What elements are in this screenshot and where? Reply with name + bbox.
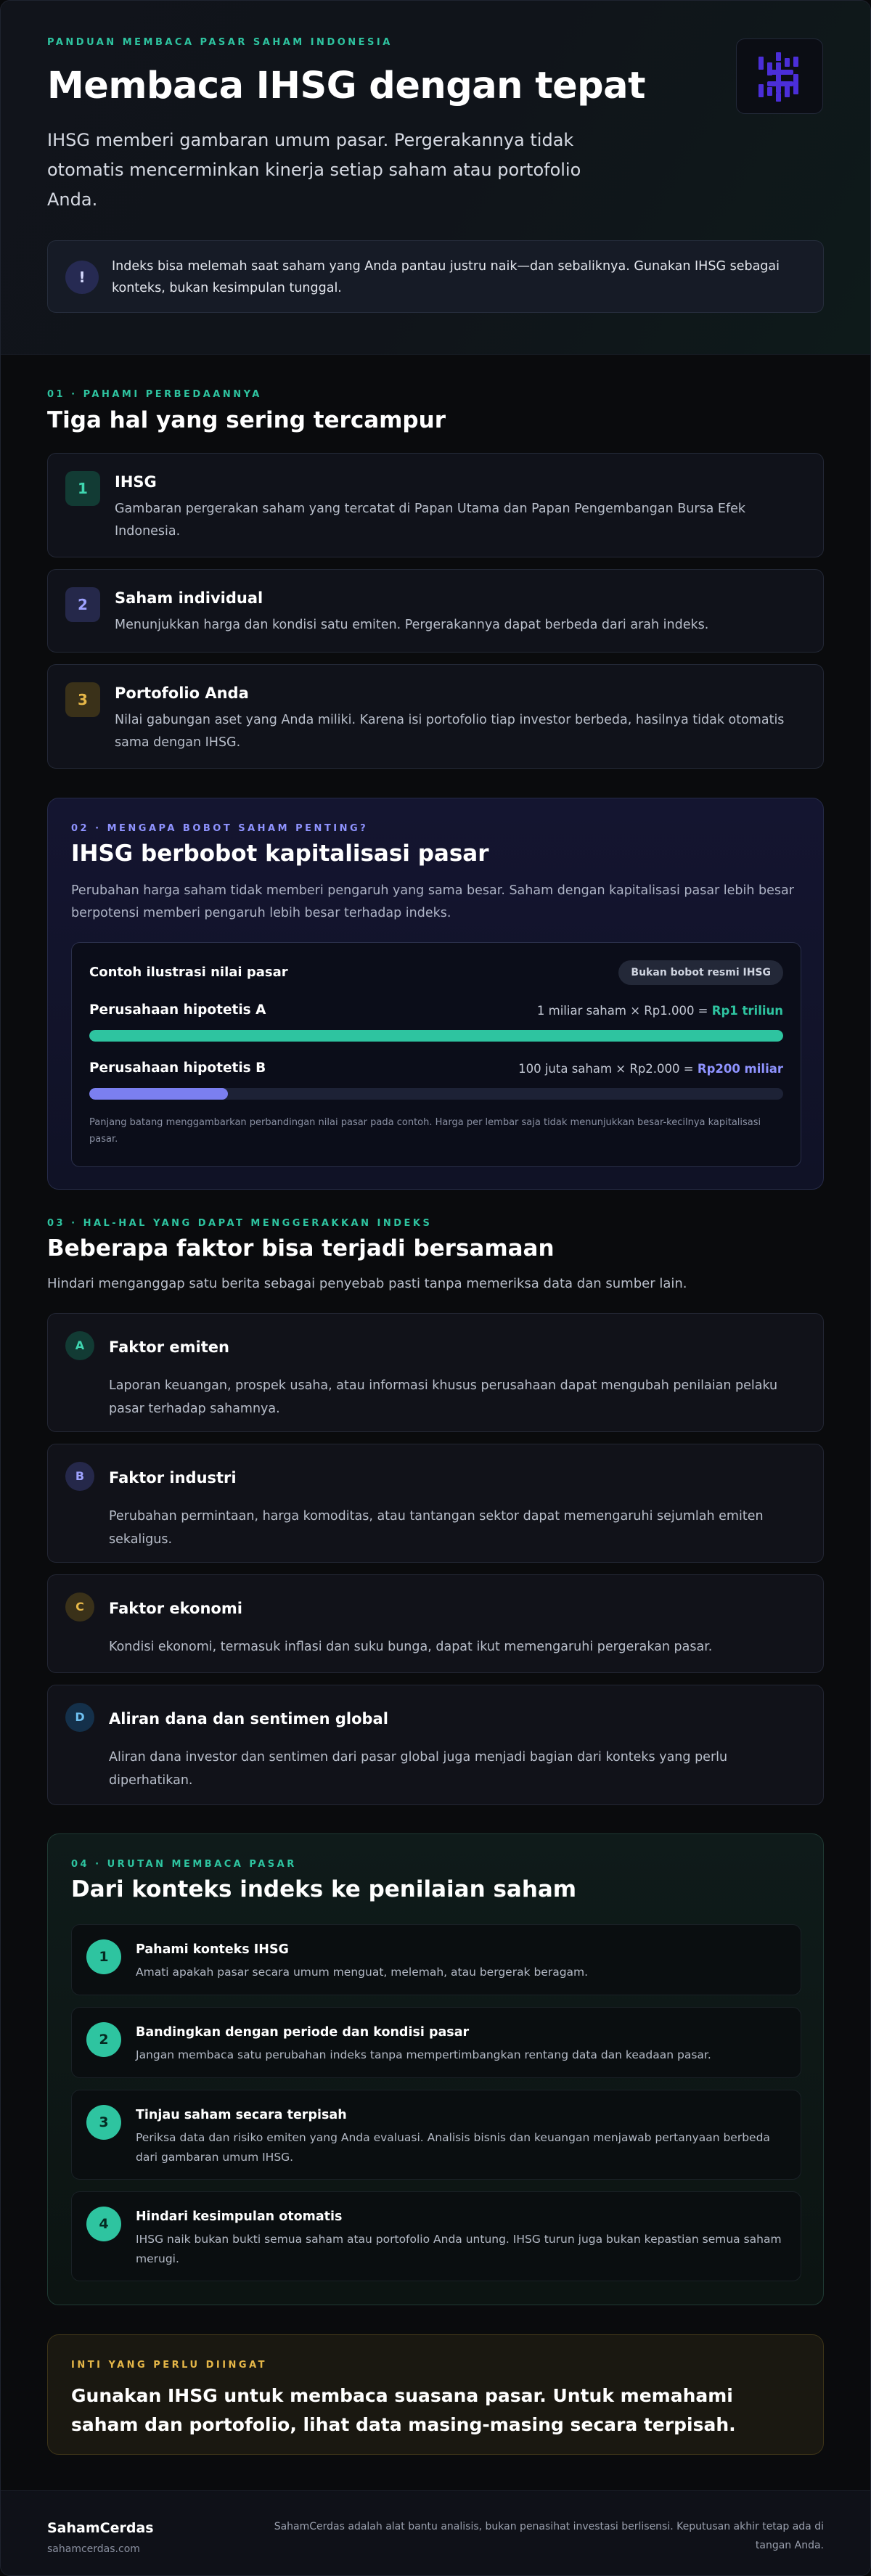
step-item bbox=[71, 1924, 801, 1995]
letter-badge: D bbox=[65, 1703, 94, 1732]
dollar-bars-icon bbox=[757, 52, 803, 102]
footer bbox=[1, 2490, 871, 2576]
step-title: Tinjau saham secara terpisah bbox=[136, 2108, 347, 2122]
company-a-result: Rp1 triliun bbox=[711, 1004, 783, 1018]
concept-card-saham bbox=[47, 569, 824, 653]
section1-eyebrow: 01 · PAHAMI PERBEDAANNYA bbox=[47, 389, 262, 400]
company-b-bar bbox=[89, 1088, 783, 1100]
page-title: Membaca IHSG dengan tepat bbox=[47, 65, 645, 107]
factor-title: Faktor emiten bbox=[109, 1338, 229, 1356]
factor-card-ekonomi bbox=[47, 1574, 824, 1673]
concept-desc: Gambaran pergerakan saham yang tercatat di Papan Utama dan Papan Pengembangan Bursa Efek Indonesia. bbox=[115, 502, 746, 539]
footer-brand: SahamCerdas bbox=[47, 2520, 154, 2536]
concept-title: IHSG bbox=[115, 473, 157, 491]
section2-paragraph: Perubahan harga saham tidak memberi pengaruh yang sama besar. Saham dengan kapitalisasi pasar lebih besar berpotensi memberi pengaruh lebih besar terhadap indeks. bbox=[71, 883, 794, 920]
hero-lead: IHSG memberi gambaran umum pasar. Pergerakannya tidak otomatis mencerminkan kinerja setiap saham atau portofolio Anda. bbox=[47, 130, 581, 210]
factor-desc: Kondisi ekonomi, termasuk inflasi dan suku bunga, dapat ikut memengaruhi pergerakan pasar. bbox=[109, 1640, 713, 1654]
factor-desc: Perubahan permintaan, harga komoditas, atau tantangan sektor dapat memengaruhi sejumlah emiten sekaligus. bbox=[109, 1509, 764, 1547]
takeaway-text: Gunakan IHSG untuk membaca suasana pasar. Untuk memahami saham dan portofolio, lihat data masing-masing secara terpisah. bbox=[71, 2385, 736, 2435]
section2-eyebrow: 02 · MENGAPA BOBOT SAHAM PENTING? bbox=[71, 823, 369, 834]
company-b-result: Rp200 miliar bbox=[697, 1062, 783, 1076]
step-number: 2 bbox=[86, 2022, 121, 2057]
company-a-value bbox=[537, 1004, 783, 1018]
step-desc: Periksa data dan risiko emiten yang Anda evaluasi. Analisis bisnis dan keuangan menjawab pertanyaan berbeda dari gambaran umum IHSG. bbox=[136, 2131, 770, 2164]
section4-panel bbox=[47, 1833, 824, 2305]
logo bbox=[736, 38, 823, 114]
section2-panel bbox=[47, 798, 824, 1190]
company-a-name: Perusahaan hipotetis A bbox=[89, 1002, 266, 1018]
step-number: 3 bbox=[86, 2105, 121, 2140]
company-a-bar-fill bbox=[89, 1030, 783, 1042]
letter-badge: A bbox=[65, 1331, 94, 1360]
company-b-bar-fill bbox=[89, 1088, 228, 1100]
info-note bbox=[47, 240, 824, 313]
hero-header bbox=[1, 1, 871, 355]
company-b-formula: 100 juta saham × Rp2.000 = bbox=[518, 1062, 698, 1076]
step-item bbox=[71, 2191, 801, 2281]
section3-title: Beberapa faktor bisa terjadi bersamaan bbox=[47, 1235, 555, 1262]
step-item bbox=[71, 2007, 801, 2078]
factor-desc: Aliran dana investor dan sentimen dari pasar global juga menjadi bagian dari konteks yang perlu diperhatikan. bbox=[109, 1750, 728, 1788]
concept-card-ihsg bbox=[47, 453, 824, 557]
footer-site-link[interactable]: sahamcerdas.com bbox=[47, 2543, 140, 2555]
company-b-name: Perusahaan hipotetis B bbox=[89, 1060, 266, 1076]
factor-title: Faktor ekonomi bbox=[109, 1600, 242, 1617]
section4-title: Dari konteks indeks ke penilaian saham bbox=[71, 1876, 577, 1902]
number-badge: 1 bbox=[65, 471, 100, 506]
hero-eyebrow: PANDUAN MEMBACA PASAR SAHAM INDONESIA bbox=[47, 37, 393, 48]
concept-desc: Nilai gabungan aset yang Anda miliki. Karena isi portofolio tiap investor berbeda, hasilnya tidak otomatis sama dengan IHSG. bbox=[115, 713, 785, 750]
concept-desc: Menunjukkan harga dan kondisi satu emiten. Pergerakannya dapat berbeda dari arah indeks. bbox=[115, 618, 709, 632]
section3-eyebrow: 03 · HAL-HAL YANG DAPAT MENGGERAKKAN INDEKS bbox=[47, 1218, 433, 1229]
step-title: Pahami konteks IHSG bbox=[136, 1942, 289, 1957]
step-number: 4 bbox=[86, 2207, 121, 2241]
factor-desc: Laporan keuangan, prospek usaha, atau informasi khusus perusahaan dapat mengubah penilaian pelaku pasar terhadap sahamnya. bbox=[109, 1378, 778, 1416]
disclaimer-pill: Bukan bobot resmi IHSG bbox=[618, 960, 783, 985]
section4-eyebrow: 04 · URUTAN MEMBACA PASAR bbox=[71, 1859, 297, 1870]
letter-badge: B bbox=[65, 1462, 94, 1491]
info-note-text: Indeks bisa melemah saat saham yang Anda pantau justru naik—dan sebaliknya. Gunakan IHSG sebagai konteks, bukan kesimpulan tunggal. bbox=[112, 259, 780, 295]
factor-card-emiten bbox=[47, 1313, 824, 1432]
step-number: 1 bbox=[86, 1939, 121, 1974]
concept-card-portofolio bbox=[47, 664, 824, 769]
section1-title: Tiga hal yang sering tercampur bbox=[47, 407, 446, 433]
company-a-formula: 1 miliar saham × Rp1.000 = bbox=[536, 1004, 712, 1018]
alert-icon: ! bbox=[65, 261, 99, 294]
step-title: Bandingkan dengan periode dan kondisi pasar bbox=[136, 2025, 470, 2040]
section3-subtitle: Hindari menganggap satu berita sebagai penyebab pasti tanpa memeriksa data dan sumber lain. bbox=[47, 1276, 687, 1291]
section2-title: IHSG berbobot kapitalisasi pasar bbox=[71, 841, 489, 867]
concept-title: Portofolio Anda bbox=[115, 684, 249, 702]
step-desc: Amati apakah pasar secara umum menguat, melemah, atau bergerak beragam. bbox=[136, 1966, 589, 1979]
illustration-footnote: Panjang batang menggambarkan perbandingan nilai pasar pada contoh. Harga per lembar saja tidak menunjukkan besar-kecilnya kapitalisasi pasar. bbox=[89, 1117, 761, 1145]
key-takeaway bbox=[47, 2334, 824, 2455]
letter-badge: C bbox=[65, 1592, 94, 1622]
step-item bbox=[71, 2090, 801, 2180]
market-cap-illustration bbox=[71, 942, 801, 1167]
company-a-bar bbox=[89, 1030, 783, 1042]
factor-card-global bbox=[47, 1685, 824, 1805]
footer-disclaimer: SahamCerdas adalah alat bantu analisis, bukan penasihat investasi berlisensi. Keputusan akhir tetap ada di tangan Anda. bbox=[274, 2521, 824, 2551]
concept-title: Saham individual bbox=[115, 589, 263, 607]
factor-title: Aliran dana dan sentimen global bbox=[109, 1710, 388, 1727]
number-badge: 2 bbox=[65, 587, 100, 622]
factor-title: Faktor industri bbox=[109, 1469, 237, 1487]
step-title: Hindari kesimpulan otomatis bbox=[136, 2209, 343, 2224]
number-badge: 3 bbox=[65, 682, 100, 717]
illustration-heading: Contoh ilustrasi nilai pasar bbox=[89, 965, 288, 980]
step-desc: IHSG naik bukan bukti semua saham atau portofolio Anda untung. IHSG turun juga bukan kepastian semua saham merugi. bbox=[136, 2233, 782, 2265]
company-b-value bbox=[518, 1062, 783, 1076]
step-desc: Jangan membaca satu perubahan indeks tanpa mempertimbangkan rentang data dan keadaan pasar. bbox=[136, 2048, 711, 2061]
takeaway-eyebrow: INTI YANG PERLU DIINGAT bbox=[71, 2360, 268, 2371]
factor-card-industri bbox=[47, 1444, 824, 1563]
